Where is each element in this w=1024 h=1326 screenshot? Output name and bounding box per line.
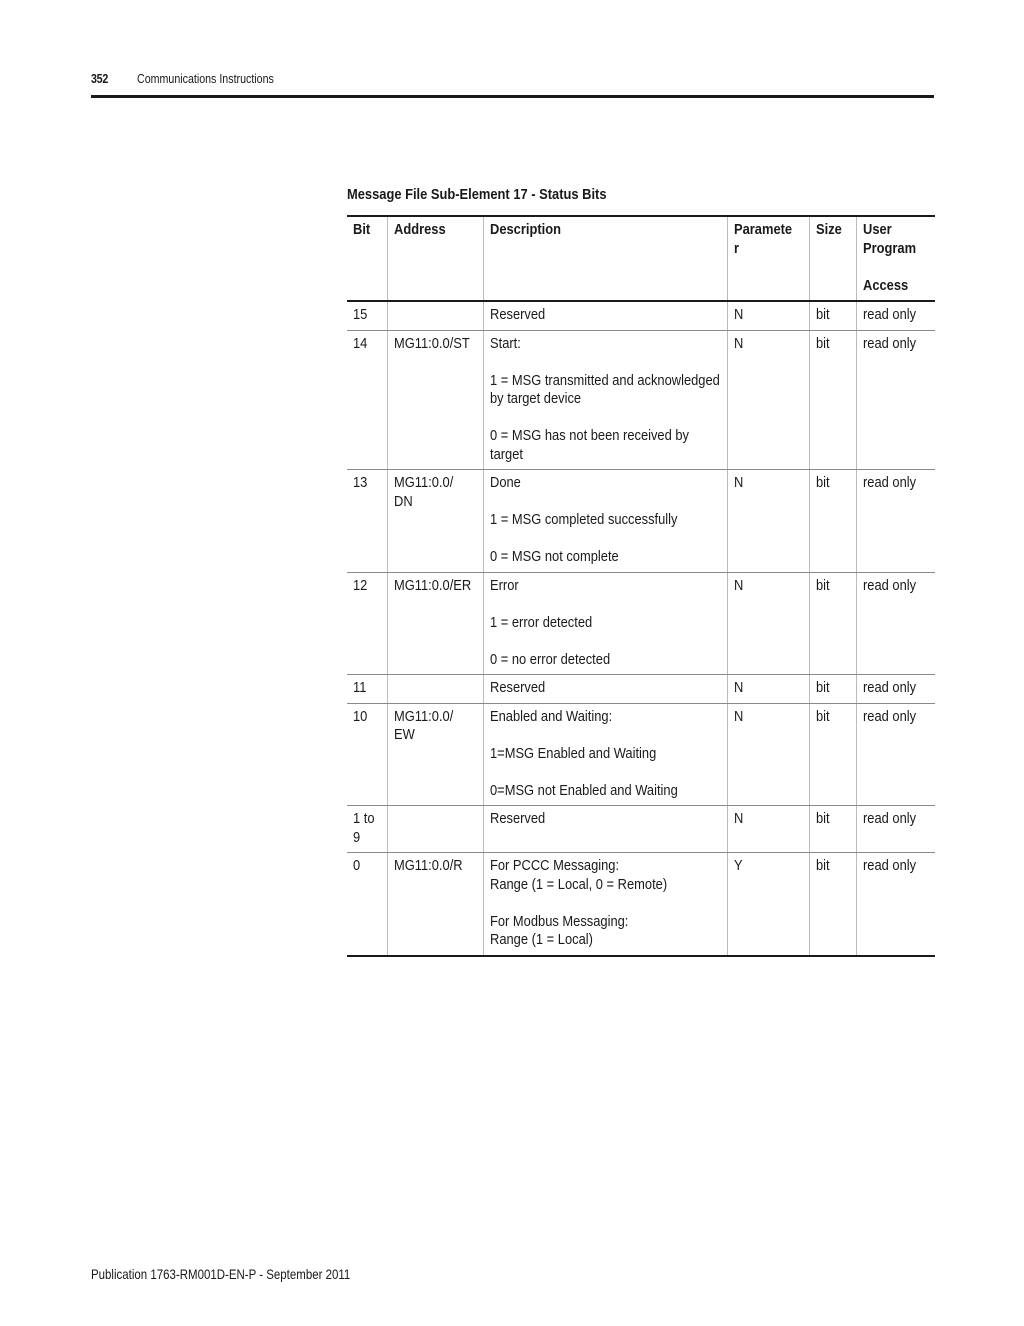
table-header-row bbox=[347, 216, 935, 301]
cell-bit: 13 bbox=[347, 470, 387, 573]
table-row bbox=[347, 703, 935, 806]
table-row bbox=[347, 806, 935, 853]
column-header-description: Description bbox=[483, 216, 727, 301]
publication-footer: Publication 1763-RM001D-EN-P - September 2011 bbox=[91, 1266, 351, 1282]
page-number: 352 bbox=[91, 71, 109, 86]
cell-size: bit bbox=[809, 330, 856, 470]
cell-bit: 11 bbox=[347, 675, 387, 704]
cell-size: bit bbox=[809, 301, 856, 330]
cell-parameter: Y bbox=[727, 853, 809, 956]
cell-address bbox=[387, 675, 483, 704]
cell-description: Enabled and Waiting: 1=MSG Enabled and Waiting 0=MSG not Enabled and Waiting bbox=[483, 703, 727, 806]
column-header-access: User Program Access bbox=[856, 216, 935, 301]
cell-description: Reserved bbox=[483, 806, 727, 853]
cell-bit: 1 to 9 bbox=[347, 806, 387, 853]
cell-access: read only bbox=[856, 675, 935, 704]
cell-size: bit bbox=[809, 853, 856, 956]
cell-parameter: N bbox=[727, 675, 809, 704]
status-bits-table bbox=[347, 215, 935, 957]
cell-access: read only bbox=[856, 470, 935, 573]
cell-parameter: N bbox=[727, 806, 809, 853]
cell-size: bit bbox=[809, 703, 856, 806]
table-row bbox=[347, 853, 935, 956]
cell-bit: 10 bbox=[347, 703, 387, 806]
cell-description: Reserved bbox=[483, 675, 727, 704]
page-header bbox=[91, 70, 934, 92]
cell-size: bit bbox=[809, 675, 856, 704]
column-header-parameter: Paramete r bbox=[727, 216, 809, 301]
cell-access: read only bbox=[856, 806, 935, 853]
cell-bit: 0 bbox=[347, 853, 387, 956]
cell-parameter: N bbox=[727, 470, 809, 573]
cell-parameter: N bbox=[727, 301, 809, 330]
cell-parameter: N bbox=[727, 330, 809, 470]
table-row bbox=[347, 572, 935, 675]
cell-bit: 12 bbox=[347, 572, 387, 675]
cell-description: Done 1 = MSG completed successfully 0 = MSG not complete bbox=[483, 470, 727, 573]
cell-address: MG11:0.0/ST bbox=[387, 330, 483, 470]
table-row bbox=[347, 675, 935, 704]
cell-description: Reserved bbox=[483, 301, 727, 330]
cell-address: MG11:0.0/ DN bbox=[387, 470, 483, 573]
cell-bit: 15 bbox=[347, 301, 387, 330]
cell-description: Start: 1 = MSG transmitted and acknowledged by target device 0 = MSG has not been received by target bbox=[483, 330, 727, 470]
cell-access: read only bbox=[856, 301, 935, 330]
cell-access: read only bbox=[856, 330, 935, 470]
column-header-address: Address bbox=[387, 216, 483, 301]
cell-size: bit bbox=[809, 572, 856, 675]
cell-access: read only bbox=[856, 572, 935, 675]
cell-parameter: N bbox=[727, 572, 809, 675]
table-row bbox=[347, 470, 935, 573]
cell-description: Error 1 = error detected 0 = no error detected bbox=[483, 572, 727, 675]
cell-bit: 14 bbox=[347, 330, 387, 470]
cell-description: For PCCC Messaging: Range (1 = Local, 0 = Remote) For Modbus Messaging: Range (1 = Local) bbox=[483, 853, 727, 956]
cell-address bbox=[387, 806, 483, 853]
cell-address: MG11:0.0/R bbox=[387, 853, 483, 956]
cell-address bbox=[387, 301, 483, 330]
column-header-bit: Bit bbox=[347, 216, 387, 301]
column-header-size: Size bbox=[809, 216, 856, 301]
cell-size: bit bbox=[809, 806, 856, 853]
section-title: Communications Instructions bbox=[137, 71, 274, 86]
cell-address: MG11:0.0/ER bbox=[387, 572, 483, 675]
table-caption: Message File Sub-Element 17 - Status Bits bbox=[347, 186, 607, 203]
cell-parameter: N bbox=[727, 703, 809, 806]
table-row bbox=[347, 301, 935, 330]
table-row bbox=[347, 330, 935, 470]
cell-access: read only bbox=[856, 703, 935, 806]
cell-access: read only bbox=[856, 853, 935, 956]
cell-address: MG11:0.0/ EW bbox=[387, 703, 483, 806]
cell-size: bit bbox=[809, 470, 856, 573]
header-rule bbox=[91, 95, 934, 98]
